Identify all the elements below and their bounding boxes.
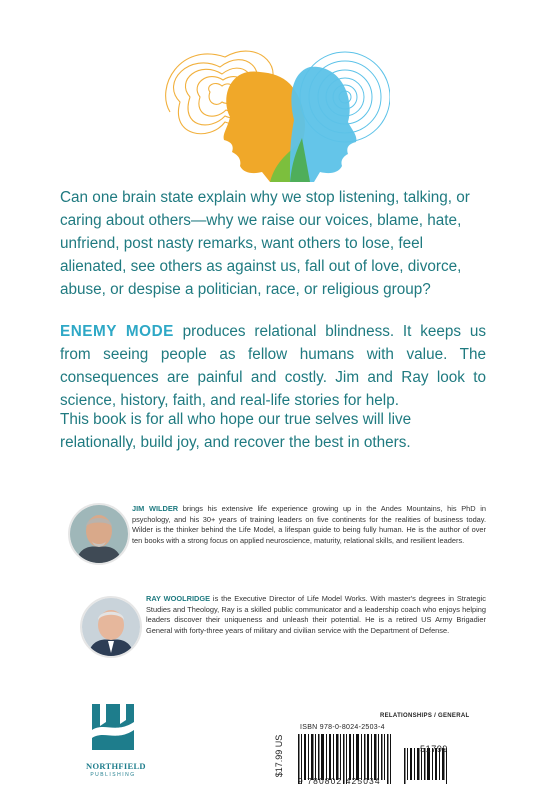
author-name-jim-wilder: JIM WILDER (132, 504, 179, 513)
author-name-ray-woolridge: RAY WOOLRIDGE (146, 594, 211, 603)
publisher-name-line2: PUBLISHING (90, 772, 136, 778)
price-text: $17.99 US (274, 734, 284, 778)
author-bio-text-ray-woolridge: is the Executive Director of Life Model Works. With master's degrees in Strategic Studies and Theology, Ray is a skilled public communicator and a leadership coach who enjoys helping leaders discover their uniqueness and unleash their potential. He is a retired US Army Brigadier General with forty-three years of military and civilian service with the Department of Defense. (146, 594, 486, 635)
barcode-digits: 9 780802 425034 (298, 776, 381, 786)
blurb-paragraph-2 (60, 320, 486, 412)
author-bio-jim-wilder (132, 504, 486, 546)
author-photo-jim-wilder (68, 503, 130, 565)
isbn-text: ISBN 978-0-8024-2503-4 (300, 724, 385, 731)
category-label: RELATIONSHIPS / GENERAL (380, 713, 470, 719)
blurb-paragraph-2-text: produces relational blindness. It keeps us from seeing people as fellow humans with value. The consequences are painful and costly. Jim and Ray look to science, history, faith, and real-life stories for help. (60, 323, 486, 409)
two-profile-heads-icon (150, 42, 390, 182)
publisher-name-line1: NORTHFIELD (86, 761, 146, 771)
price-label (272, 726, 286, 786)
blurb-paragraph-3: This book is for all who hope our true selves will live relationally, build joy, and recover the best in others. (60, 411, 412, 451)
blurb-paragraph-1: Can one brain state explain why we stop listening, talking, or caring about others—why we raise our voices, blame, hate, unfriend, post nasty remarks, want others to lose, feel alienated, see others as against us, fall out of love, divorce, abuse, or despise a politician, race, or religious group? (60, 189, 470, 298)
northfield-logo-icon (86, 700, 146, 780)
enemy-mode-emphasis: ENEMY MODE (60, 323, 174, 340)
author-bio-text-jim-wilder: brings his extensive life experience growing up in the Andes Mountains, his PhD in psychology, and his 30+ years of training leaders on five continents for the realities of business today. Wilder is the thinker behind the Life Model, a lifespan guide to being fully human. He is the author of over ten books with a strong focus on applied neuroscience, maturity, relational skills, and resilient leaders. (132, 504, 486, 545)
author-bio-ray-woolridge (146, 594, 486, 636)
author-photo-ray-woolridge (80, 596, 142, 658)
price-code: 51799 (420, 744, 449, 754)
